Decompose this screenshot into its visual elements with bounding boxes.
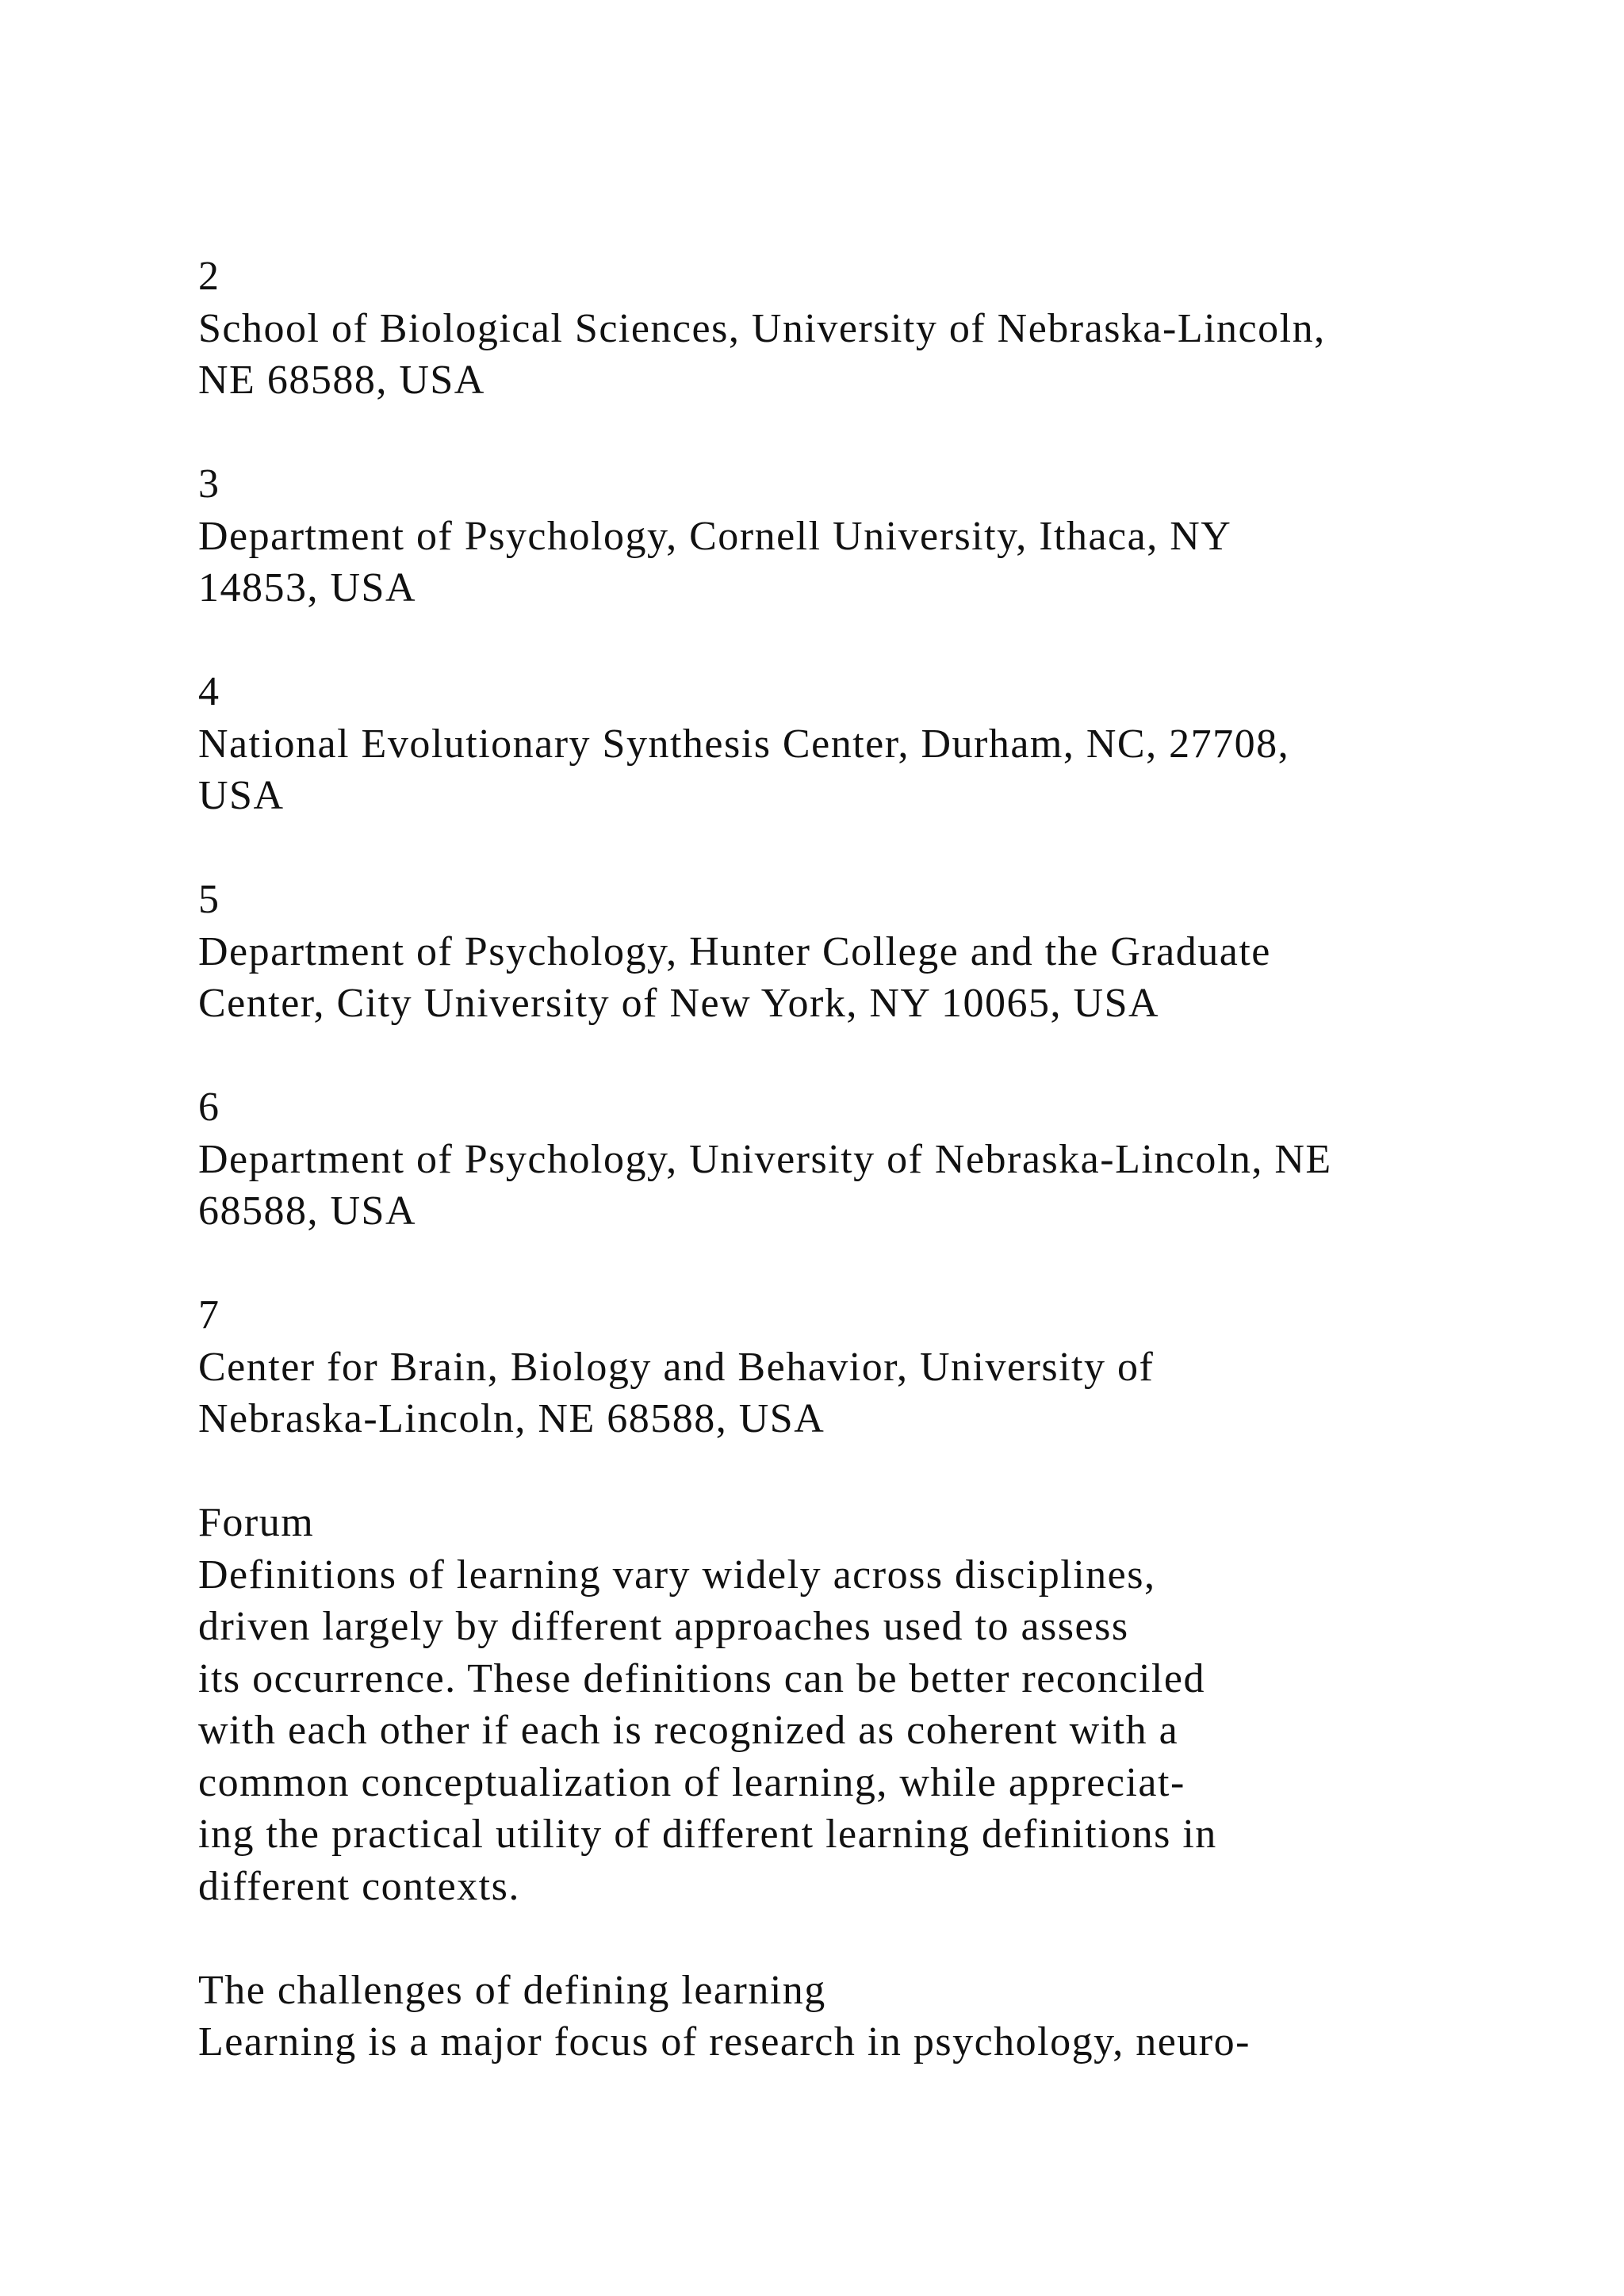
affiliation-number: 2 (198, 254, 220, 299)
affiliation-text-line: USA (198, 773, 285, 818)
affiliation-text-line: Center, City University of New York, NY 10065, USA (198, 981, 1160, 1026)
blank-line (198, 614, 1546, 667)
section-challenges (198, 1965, 1546, 2068)
affiliation-3 (198, 458, 1546, 614)
affiliation-number: 6 (198, 1085, 220, 1130)
blank-line (198, 822, 1546, 874)
abstract-line: Definitions of learning vary widely across disciplines, (198, 1552, 1156, 1598)
affiliation-6 (198, 1081, 1546, 1238)
affiliation-text-line: 68588, USA (198, 1188, 417, 1234)
affiliation-text-line: NE 68588, USA (198, 358, 485, 403)
blank-line (198, 407, 1546, 459)
blank-line (198, 1912, 1546, 1965)
affiliation-text-line: Department of Psychology, Hunter College and the Graduate (198, 928, 1271, 974)
affiliation-5 (198, 874, 1546, 1030)
abstract-line: different contexts. (198, 1863, 520, 1909)
body-line: Learning is a major focus of research in psychology, neuro- (198, 2019, 1251, 2064)
affiliation-text-line: Nebraska-Lincoln, NE 68588, USA (198, 1396, 825, 1441)
section-heading: The challenges of defining learning (198, 1967, 826, 2013)
abstract-line: ing the practical utility of different learning definitions in (198, 1812, 1217, 1857)
affiliation-number: 3 (198, 461, 220, 507)
affiliation-number: 7 (198, 1292, 220, 1337)
blank-line (198, 1030, 1546, 1082)
forum-abstract (198, 1497, 1546, 1912)
affiliation-text-line: Department of Psychology, Cornell University, Ithaca, NY (198, 513, 1232, 559)
document-page (198, 251, 1546, 2068)
affiliation-4 (198, 666, 1546, 822)
blank-line (198, 1445, 1546, 1498)
affiliation-text-line: National Evolutionary Synthesis Center, Durham, NC, 27708, (198, 721, 1290, 767)
affiliation-number: 5 (198, 877, 220, 922)
affiliation-number: 4 (198, 669, 220, 714)
affiliation-text-line: 14853, USA (198, 565, 417, 610)
abstract-line: its occurrence. These definitions can be better reconciled (198, 1655, 1205, 1701)
affiliation-text-line: School of Biological Sciences, University of Nebraska-Lincoln, (198, 305, 1326, 351)
affiliation-text-line: Center for Brain, Biology and Behavior, University of (198, 1344, 1155, 1390)
abstract-line: driven largely by different approaches used to assess (198, 1604, 1129, 1649)
forum-label: Forum (198, 1500, 315, 1545)
affiliation-7 (198, 1289, 1546, 1445)
blank-line (198, 1238, 1546, 1290)
affiliation-2 (198, 251, 1546, 407)
abstract-line: with each other if each is recognized as coherent with a (198, 1708, 1179, 1753)
abstract-line: common conceptualization of learning, while appreciat- (198, 1759, 1185, 1805)
affiliation-text-line: Department of Psychology, University of Nebraska-Lincoln, NE (198, 1136, 1332, 1182)
